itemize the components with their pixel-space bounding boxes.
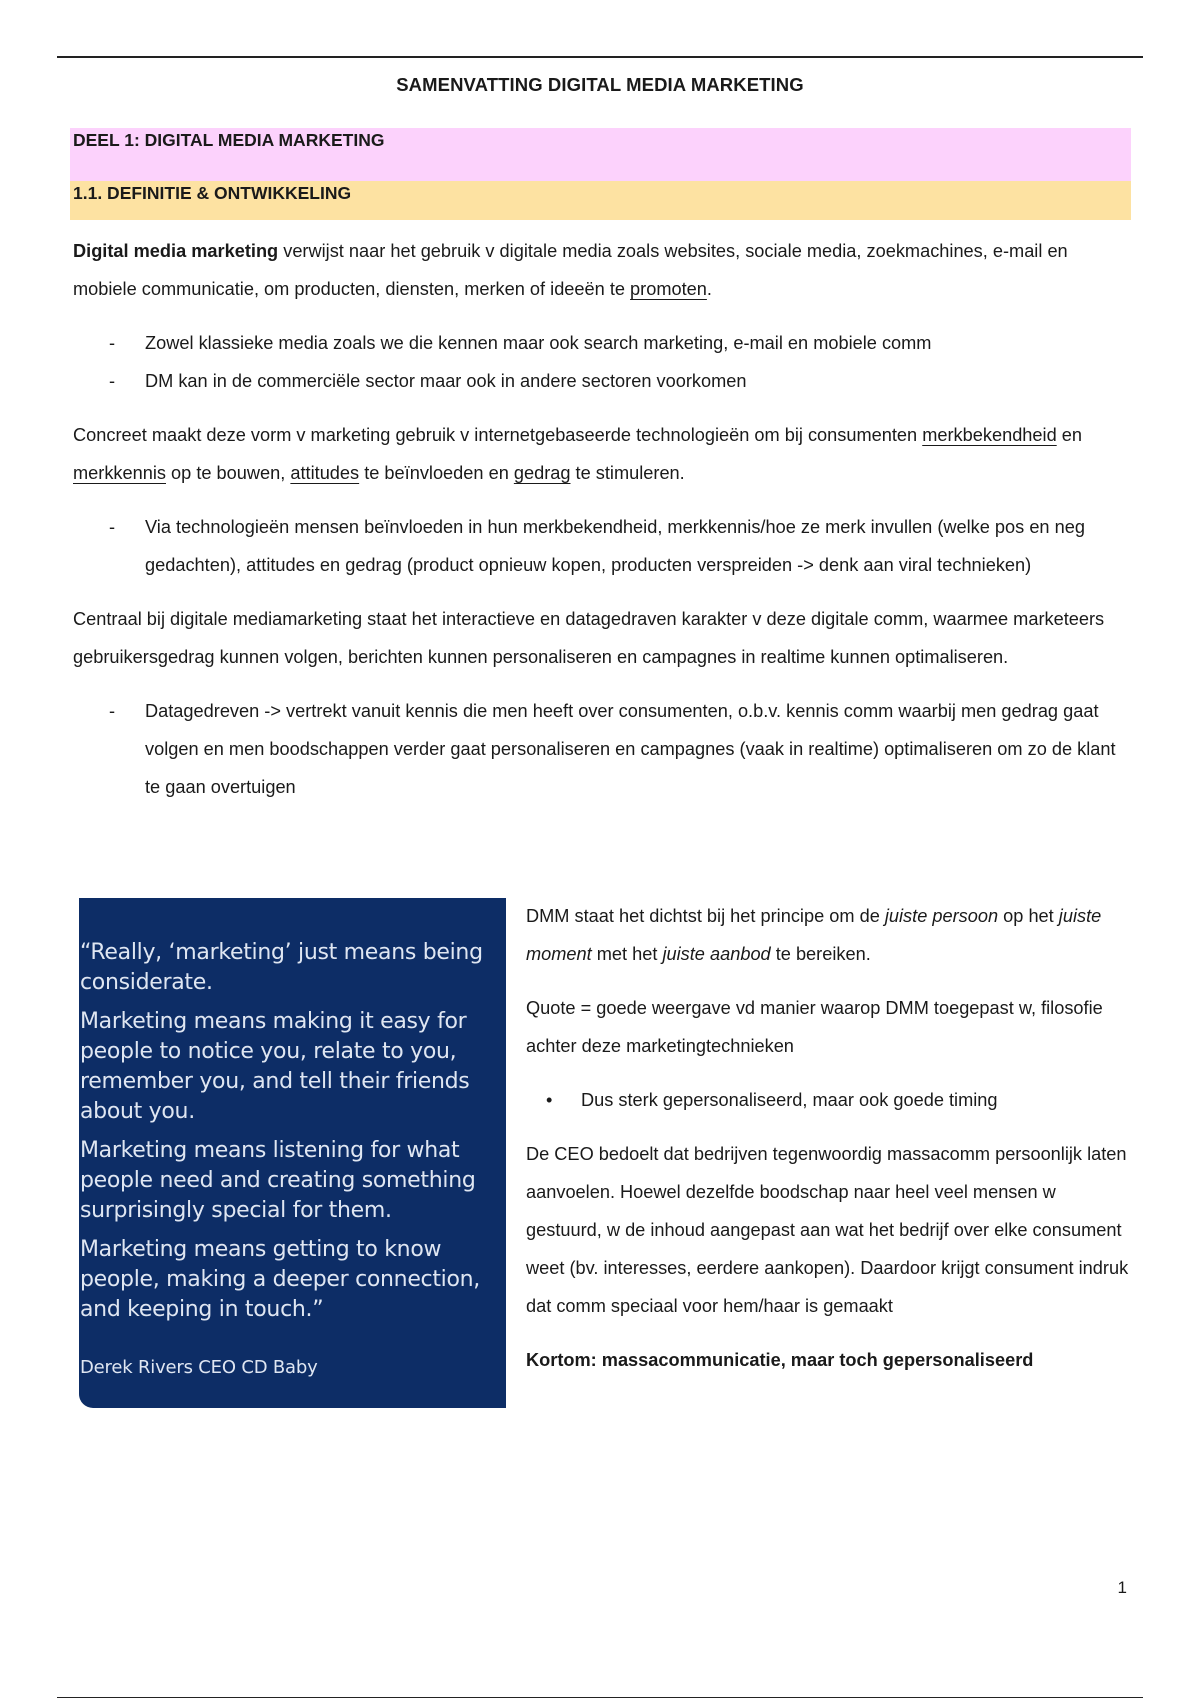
underlined-term: merkkennis bbox=[73, 463, 166, 483]
header-rule bbox=[57, 56, 1143, 58]
paragraph-definition: Digital media marketing verwijst naar het gebruik v digitale media zoals websites, sociale media, zoekmachines, e-mail en mobiele communicatie, om producten, diensten, merken of ideeën te promoten. bbox=[73, 241, 1068, 299]
underlined-term: promoten bbox=[630, 279, 707, 299]
bullet-marker: • bbox=[546, 1090, 553, 1110]
italic-term: juiste persoon bbox=[884, 906, 999, 926]
footer-rule bbox=[57, 1697, 1143, 1698]
underlined-term: attitudes bbox=[290, 463, 360, 483]
paragraph-central: Centraal bij digitale mediamarketing staat het interactieve en datagedraven karakter v deze digitale comm, waarmee marketeers gebruikersgedrag kunnen volgen, berichten kunnen personaliseren en campagnes in realtime kunnen optimaliseren. bbox=[73, 609, 1105, 667]
paragraph-quote-note: Quote = goede weergave vd manier waarop DMM toegepast w, filosofie achter deze marketingtechnieken bbox=[526, 998, 1103, 1056]
page-number: 1 bbox=[1117, 1578, 1127, 1597]
list-item: • Dus sterk gepersonaliseerd, maar ook goede timing bbox=[526, 1081, 1136, 1119]
italic-term: juiste moment bbox=[526, 906, 1102, 964]
underlined-term: gedrag bbox=[513, 463, 571, 483]
list-item: - Via technologieën mensen beïnvloeden in hun merkbekendheid, merkkennis/hoe ze merk invullen (welke pos en neg gedachten), attitudes en gedrag (product opnieuw kopen, producten verspreiden -> denk aan viral technieken) bbox=[73, 508, 1133, 584]
dash-list bbox=[73, 692, 1133, 806]
side-column bbox=[526, 897, 1136, 1395]
underlined-term: merkbekendheid bbox=[922, 425, 1057, 445]
dash-list bbox=[73, 508, 1133, 584]
list-item: - DM kan in de commerciële sector maar ook in andere sectoren voorkomen bbox=[73, 362, 1133, 400]
part-heading-text: DEEL 1: DIGITAL MEDIA MARKETING bbox=[73, 130, 385, 150]
paragraph-principle: DMM staat het dichtst bij het principe om de juiste persoon op het juiste moment met het juiste aanbod te bereiken. bbox=[526, 906, 1102, 964]
quote-author: Derek Rivers CEO CD Baby bbox=[80, 1357, 318, 1378]
quote-line: “Really, ‘marketing’ just means being considerate. bbox=[80, 940, 483, 995]
list-item: - Zowel klassieke media zoals we die kennen maar ook search marketing, e-mail en mobiele comm bbox=[73, 324, 1133, 362]
paragraph-ceo: De CEO bedoelt dat bedrijven tegenwoordig massacomm persoonlijk laten aanvoelen. Hoewel dezelfde boodschap naar heel veel mensen w gestuurd, w de inhoud aangepast aan wat het bedrijf over elke consument weet (bv. interesses, eerdere aankopen). Daardoor krijgt consument indruk dat comm speciaal voor hem/haar is gemaakt bbox=[526, 1144, 1129, 1316]
main-content bbox=[73, 232, 1133, 822]
quote-line: Marketing means listening for what people need and creating something surprisingly special for them. bbox=[80, 1138, 476, 1223]
dash-marker: - bbox=[109, 333, 116, 353]
quote-line: Marketing means making it easy for people to notice you, relate to you, remember you, and tell their friends about you. bbox=[80, 1009, 470, 1124]
part-heading bbox=[70, 128, 1131, 181]
term-bold: Digital media marketing bbox=[73, 241, 279, 261]
paragraph-concrete: Concreet maakt deze vorm v marketing gebruik v internetgebaseerde technologieën om bij consumenten merkbekendheid en merkkennis op te bouwen, attitudes te beïnvloeden en gedrag te stimuleren. bbox=[73, 425, 1082, 483]
paragraph-conclusion: Kortom: massacommunicatie, maar toch gepersonaliseerd bbox=[526, 1350, 1034, 1370]
section-heading-text: 1.1. DEFINITIE & ONTWIKKELING bbox=[73, 183, 352, 203]
quote-line: Marketing means getting to know people, making a deeper connection, and keeping in touch.” bbox=[80, 1237, 480, 1322]
quote-box bbox=[79, 898, 506, 1408]
dash-marker: - bbox=[109, 371, 116, 391]
dash-marker: - bbox=[109, 517, 116, 537]
italic-term: juiste aanbod bbox=[662, 944, 771, 964]
document-title: SAMENVATTING DIGITAL MEDIA MARKETING bbox=[396, 74, 804, 95]
dash-marker: - bbox=[109, 701, 116, 721]
bullet-list bbox=[526, 1081, 1136, 1119]
dash-list bbox=[73, 324, 1133, 400]
section-heading bbox=[70, 181, 1131, 220]
list-item: - Datagedreven -> vertrekt vanuit kennis die men heeft over consumenten, o.b.v. kennis comm waarbij men gedrag gaat volgen en men boodschappen verder gaat personaliseren en campagnes (vaak in realtime) optimaliseren om zo de klant te gaan overtuigen bbox=[73, 692, 1133, 806]
